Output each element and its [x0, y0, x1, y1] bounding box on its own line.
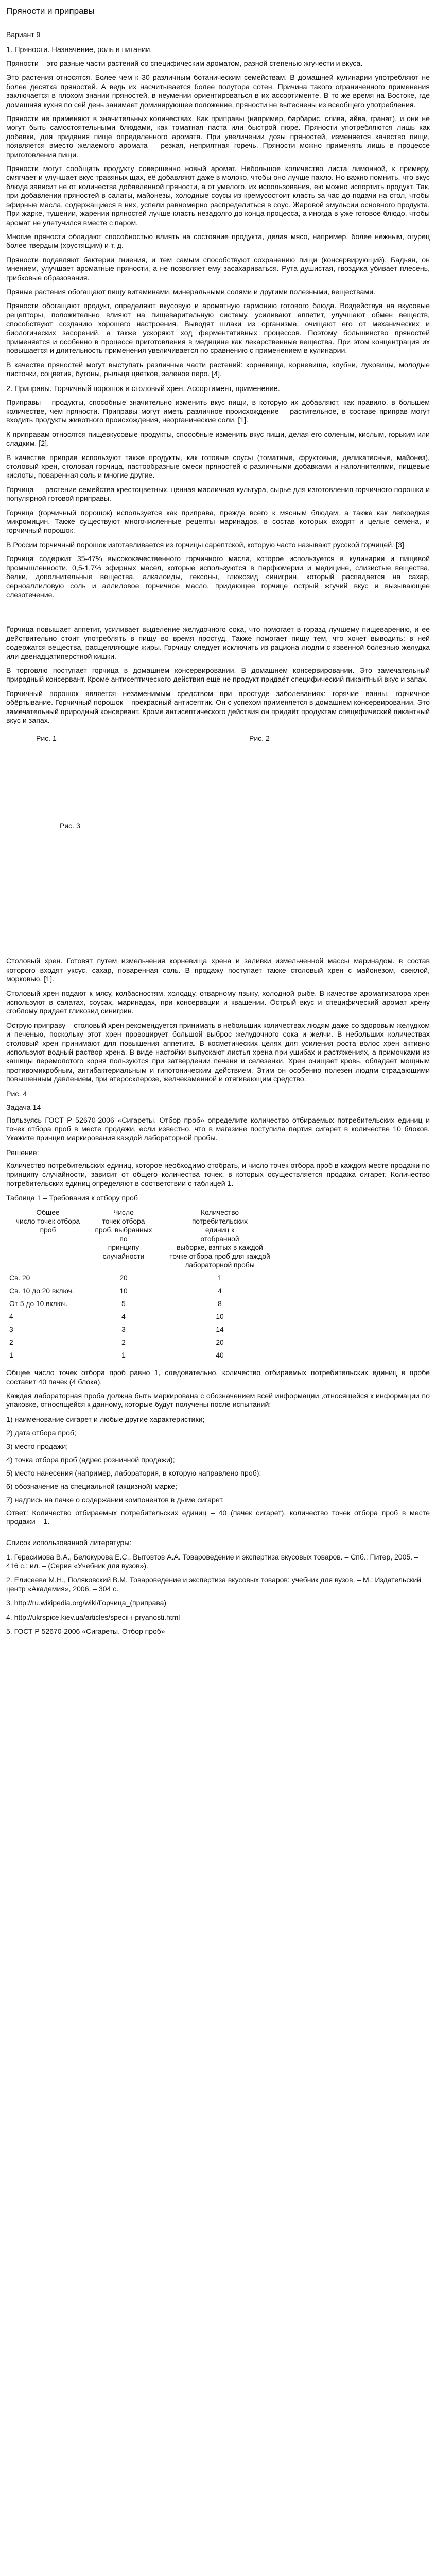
paragraph: Пряности обогащают продукт, определяют вкусовую и ароматную гармонию готового блюда. Воздействуя на вкусовые рецепторы, положительно влияют на пищеварительную систему, усиливают аппетит, улучшают обмен веществ, способствуют созданию хорошего настроения. Выводят шлаки из организма, очищают его от механических и биологических засорений, а также ускоряют ход ферментативных процессов. Поэтому большинство пряностей применяется и особенно в процессе приготовления в медицине как лекарственные вещества. При этом концентрация их повышается и длительность применения увеличивается по сравнению с применением в кулинарии.	[6, 302, 430, 355]
table-cell: 1	[9, 1351, 13, 1360]
variant-label: Вариант 9	[6, 30, 41, 39]
section-condiments	[6, 384, 430, 1099]
table-cell: 10	[119, 1287, 128, 1295]
paragraph: К приправам относятся пищевкусовые продукты, способные изменить вкус пищи, делая его соленым, кислым, горьким или сладким. [2].	[6, 430, 430, 448]
paragraph: Пряности – это разные части растений со специфическим ароматом, разной степенью жгучести и вкуса.	[6, 60, 363, 68]
table-row	[6, 1272, 282, 1284]
paragraph: Приправы – продукты, способные значительно изменить вкус пищи, в которую их добавляют, как правило, в большем количестве, чем пряности. Приправы могут иметь различное происхождение – растительное, в составе приправ могут входить продукты животного происхождения, неорганические соли. [1].	[6, 398, 430, 425]
references-section	[6, 1538, 430, 1636]
paragraph: Это растения относятся. Более чем к 30 различным ботаническим семействам. В домашней кулинарии употребляют не более десятка пряностей. А ведь их насчитывается более полутора сотен. Причина такого ограниченного применения заключается в плохом знании пряностей, в неумении ориентироваться в их ассортименте. В то же время на Востоке, где домашняя кухня по сей день занимает доминирующее положение, пряности не вытеснены из всеобщего употребления.	[6, 74, 430, 109]
list-item: 6) обозначение на специальной (акцизной) марке;	[6, 1482, 178, 1491]
paragraph: Пряности подавляют бактерии гниения, и тем самым способствуют сохранению пищи (консервирующий). Бадьян, он мнением, улучшает ароматные пряности, а не позволяет ему засахариваться. Рута душистая, гвоздика убивает плесень, грибковые образования.	[6, 256, 430, 282]
list-item: 5) место нанесения (например, лаборатория, в которую направлено проб);	[6, 1469, 261, 1478]
paragraph: Столовый хрен. Готовят путем измельчения корневища хрена и заливки измельченной массы маринадом. в состав которого входят уксус, сахар, поваренная соль. В продажу поступает также столовый хрен с майонезом, свеклой, морковью. [1].	[6, 957, 430, 984]
section-heading: 1. Пряности. Назначение, роль в питании.	[6, 46, 152, 54]
paragraph: Пряности могут сообщать продукту совершенно новый аромат. Небольшое количество листа лимонной, к примеру, смягчает и улучшает вкус травяных щах, её добавляют даже в молоко, чтобы оно лучше пахло. Но важно помнить, что вкус блюда зависит не от количества добавленной пряности, а от умелого, их использования, ею можно испортить продукт. Так, при добавлении пряностей в салаты, майонезы, холодные соусы из кремусостоит класть за час до подачи на стол, чтобы эфирные масла, содержащиеся в них, успели равномерно распределиться в соус. Жаровой эмульсии основного продукта. При жарке, тушении, жарении пряностей лучше класть незадолго до конца процесса, а иногда в уже готовое блюдо, чтобы аромат не улетучился вместе с паром.	[6, 165, 430, 227]
sampling-table-wrapper	[6, 1207, 430, 1362]
table-cell: 20	[119, 1274, 128, 1282]
figure-row-3	[6, 818, 430, 952]
paragraph: Горчица содержит 35-47% высококачественного горчичного масла, которое используется в кулинарии и пищевой промышленности, 0,5-1,7% эфирных масел, которые используются в парфюмерии и медицине, слизистые вещества, белки, дополнительные вещества, алкалоиды, гексоны, глюкозид синигрин, который распадается на сахар, серноаллиловую соль и аллиловое горчичное масло, придающее горчице острый жгучий вкус и вызывающее слезотечение.	[6, 555, 430, 599]
table-row	[6, 1310, 282, 1323]
paragraph: Столовый хрен подают к мясу, колбасностям, холодцу, отварному языку, холодной рыбе. В качестве ароматизатора хрен используют в салатах, соусах, маринадах, при консервации и квашении. Острый вкус и специфический аромат хрену сгоблому придает гликозид синигрин.	[6, 989, 430, 1016]
paragraph: Каждая лабораторная проба должна быть маркирована с обозначением всей информации ,относящейся к информации по упаковке, относящейся к данному, которые будут получены после испытаний:	[6, 1392, 430, 1410]
table-cell: 4	[121, 1313, 126, 1321]
paragraph: Горчица повышает аппетит, усиливает выделение желудочного сока, что помогает в горазд лучшему пищеварению, и ее действительно стоит употреблять в пищу во время простуд. Также помогает пищу тем, что хочет выводить: в ней содержатся вещества, расщепляющие жиры. Горчицу следует исключить из рациона людям с язвенной болезнью желудка или двенадцатиперстной кишки.	[6, 625, 430, 661]
paragraph: Острую приправу – столовый хрен рекомендуется принимать в небольших количествах людям даже со здоровым желудком и печенью, поскольку этот хрен провоцирует большой выброс желудочного сока и желчи. В небольших количествах столовый хрен принимают для повышения аппетита. В косметических целях для усиления роста волос хрен активно используют водный раствор хрена. В виде настойки выпускают листья хрена при ушибах и растяжениях, а примочками из кашицы перемолотого корня пользуются при затвердении печени и селезенки. Хрен очищает кровь, обладает мощным противомикробным, антибактериальным и гипотоническим действием. Этим он особенно полезен людям страдающими повышенным давлением, при атеросклерозе, желчекаменной и отягивающим средство.	[6, 1021, 430, 1084]
table-header-row	[6, 1207, 282, 1272]
table-cell: 1	[218, 1274, 222, 1282]
sampling-table	[6, 1207, 282, 1362]
figure-caption-3: Рис. 3	[60, 822, 80, 831]
table-cell: 10	[216, 1313, 224, 1321]
solution-label: Решение:	[6, 1148, 39, 1157]
table-header-cell: Число точек отбора проб, выбранных по принципу случайности	[95, 1209, 152, 1261]
figure-caption-1: Рис. 1	[36, 734, 57, 743]
section-heading: 2. Приправы. Горчичный порошок и столовый хрен. Ассортимент, применение.	[6, 384, 280, 393]
task-statement: Пользуясь ГОСТ Р 52670-2006 «Сигареты. Отбор проб» определите количество отбираемых потребительских единиц и точек отбора проб в месте продажи, если известно, что в магазине поступила партия сигарет в количестве 10 блоков. Укажите принцип маркирования каждой лабораторной пробы.	[6, 1116, 430, 1143]
table-row	[6, 1323, 282, 1336]
table-cell: 2	[121, 1338, 126, 1347]
paragraph: В торговлю поступает горчица в домашнем консервировании. В домашнем консервировании. Это замечательный природный консервант. Кроме антисептического действия ещё не продукт придаёт специфический пикантный вкус и запах.	[6, 666, 430, 684]
table-cell: 4	[9, 1313, 13, 1321]
list-item: 7) надпись на пачке о содержании компонентов в дыме сигарет.	[6, 1496, 224, 1504]
table-row	[6, 1336, 282, 1349]
list-item: 2) дата отбора проб;	[6, 1429, 76, 1437]
list-item: 3) место продажи;	[6, 1442, 68, 1451]
paragraph: Пряные растения обогащают пищу витаминами, минеральными солями и другими полезными, веществами.	[6, 287, 376, 296]
section-spices	[6, 45, 430, 379]
table-cell: Св. 10 до 20 включ.	[9, 1287, 74, 1295]
table-row	[6, 1349, 282, 1362]
table-row	[6, 1297, 282, 1310]
reference-item: 1. Герасимова В.А., Белокурова Е.С., Вытовтов А.А. Товароведение и экспертиза вкусовых товаров. – Спб.: Питер, 2005. – 416 с.: ил. – (Серия «Учебник для вузов»).	[6, 1552, 418, 1570]
table-cell: 3	[121, 1326, 126, 1334]
table-cell: 8	[218, 1300, 222, 1308]
references-title: Список использованной литературы:	[6, 1538, 132, 1547]
spacer	[6, 605, 430, 625]
table-body	[6, 1272, 282, 1362]
paragraph: В качестве приправ используют также продукты, как готовые соусы (томатные, фруктовые, деликатесные, майонез), столовый хрен, столовая горчица, пастообразные смеси пряностей с различными добавками и наполнителями, пищевые кислоты, поваренная соль и многие другие.	[6, 453, 430, 480]
table-cell: 3	[9, 1326, 13, 1334]
paragraph: Общее число точек отбора проб равно 1, следовательно, количество отбираемых потребительских единиц в пробе составит 40 пачек (4 блока).	[6, 1369, 430, 1386]
paragraph: Пряности не применяют в значительных количествах. Как приправы (например, барбарис, слива, айва, гранат), и они не могут быть самостоятельными блюдами, как томатная паста или быстрой пюре. Пряности употребляются лишь как добавки, для придания пище определенного аромата. При увеличении дозы пряностей, изменяется качество пищи, появляется вместо желаемого аромата – резкая, неприятная горечь. Пряности можно применять лишь в процессе приготовления пищи.	[6, 115, 430, 159]
reference-item: 5. ГОСТ Р 52670-2006 «Сигареты. Отбор проб»	[6, 1626, 165, 1635]
answer-text: Ответ: Количество отбираемых потребительских единиц – 40 (пачек сигарет), количество точек отбора проб в месте продажи – 1.	[6, 1509, 430, 1527]
table-cell: 4	[218, 1287, 222, 1295]
solution-text: Количество потребительских единиц, которое необходимо отобрать, и число точек отбора проб в каждом месте продажи по принципу случайности, зависит от общего количества точек, в которых осуществляется продажа сигарет. Количество потребительских единиц определяют в соответствии с таблицей 1.	[6, 1161, 430, 1188]
figure-caption-2: Рис. 2	[249, 734, 270, 743]
table-caption: Таблица 1 – Требования к отбору проб	[6, 1194, 138, 1203]
reference-link[interactable]: 4. http://ukrspice.kiev.ua/articles/specii-i-pryanosti.html	[6, 1613, 180, 1621]
table-row	[6, 1284, 282, 1297]
table-cell: Св. 20	[9, 1274, 30, 1282]
task-section	[6, 1103, 430, 1527]
table-cell: 1	[121, 1351, 126, 1360]
list-item: 1) наименование сигарет и любые другие характеристики;	[6, 1415, 205, 1424]
paragraph: Горчичный порошок является незаменимым средством при простуде заболеваниях: горячие ванны, горчичное обёртывание. Горчичный порошок – прекрасный антисептик. Он с успехом применяется в домашнем консервировании. Это замечательный природный консервант. Кроме антисептического действия он придаёт продуктам специфический пикантный вкус и запах.	[6, 689, 430, 725]
table-cell: 14	[216, 1326, 224, 1334]
table-cell: 5	[121, 1300, 126, 1308]
paragraph: Горчица — растение семейства крестоцветных, ценная масличная культура, сырье для изготовления горчичного порошка и популярной готовой приправы.	[6, 485, 430, 503]
paragraph: Многие пряности обладают способностью влиять на состояние продукта, делая мясо, например, более нежным, огурец более твердым (хрустящим) и т. д.	[6, 232, 430, 250]
label-requirements-list	[6, 1415, 430, 1505]
table-cell: 40	[216, 1351, 224, 1360]
figure-caption-4: Рис. 4	[6, 1090, 27, 1098]
table-header-cell: Общее число точек отбора проб	[15, 1209, 80, 1234]
table-header-cell: Количество потребительских единиц к отобранной выборке, взятых в каждой точке отбора проб для каждой лабораторной пробы	[169, 1209, 270, 1269]
figure-row-1-2	[6, 731, 430, 813]
table-cell: 20	[216, 1338, 224, 1347]
references-list	[6, 1553, 430, 1636]
table-cell: 2	[9, 1338, 13, 1347]
task-title: Задача 14	[6, 1103, 41, 1112]
reference-item: 2. Елисеева М.Н., Поляковский В.М. Товароведение и экспертиза вкусовых товаров: учебник для вузов. – М.: Издательский центр «Академия», 2006. – 304 с.	[6, 1575, 421, 1593]
paragraph: В России горчичный порошок изготавливается из горчицы сарептской, которую часто называют русской горчицей. [3]	[6, 540, 404, 549]
table-cell: От 5 до 10 включ.	[9, 1300, 68, 1308]
reference-link[interactable]: 3. http://ru.wikipedia.org/wiki/Горчица_(приправа)	[6, 1599, 167, 1607]
paragraph: В качестве пряностей могут выступать различные части растений: корневища, корневища, клубни, луковицы, молодые листочки, соцветия, бутоны, рыльца цветков, зеленое перо. [4].	[6, 361, 430, 379]
document-title: Пряности и приправы	[6, 6, 95, 16]
paragraph: Горчица (горчичный порошок) используется как приправа, прежде всего к мясным блюдам, а также как легкоедкая микромицин. Также существуют многочисленные рецепты маринадов, в состав которых входят и целые семена, и горчичный порошок.	[6, 509, 430, 535]
list-item: 4) точка отбора проб (адрес розничной продажи);	[6, 1455, 175, 1464]
